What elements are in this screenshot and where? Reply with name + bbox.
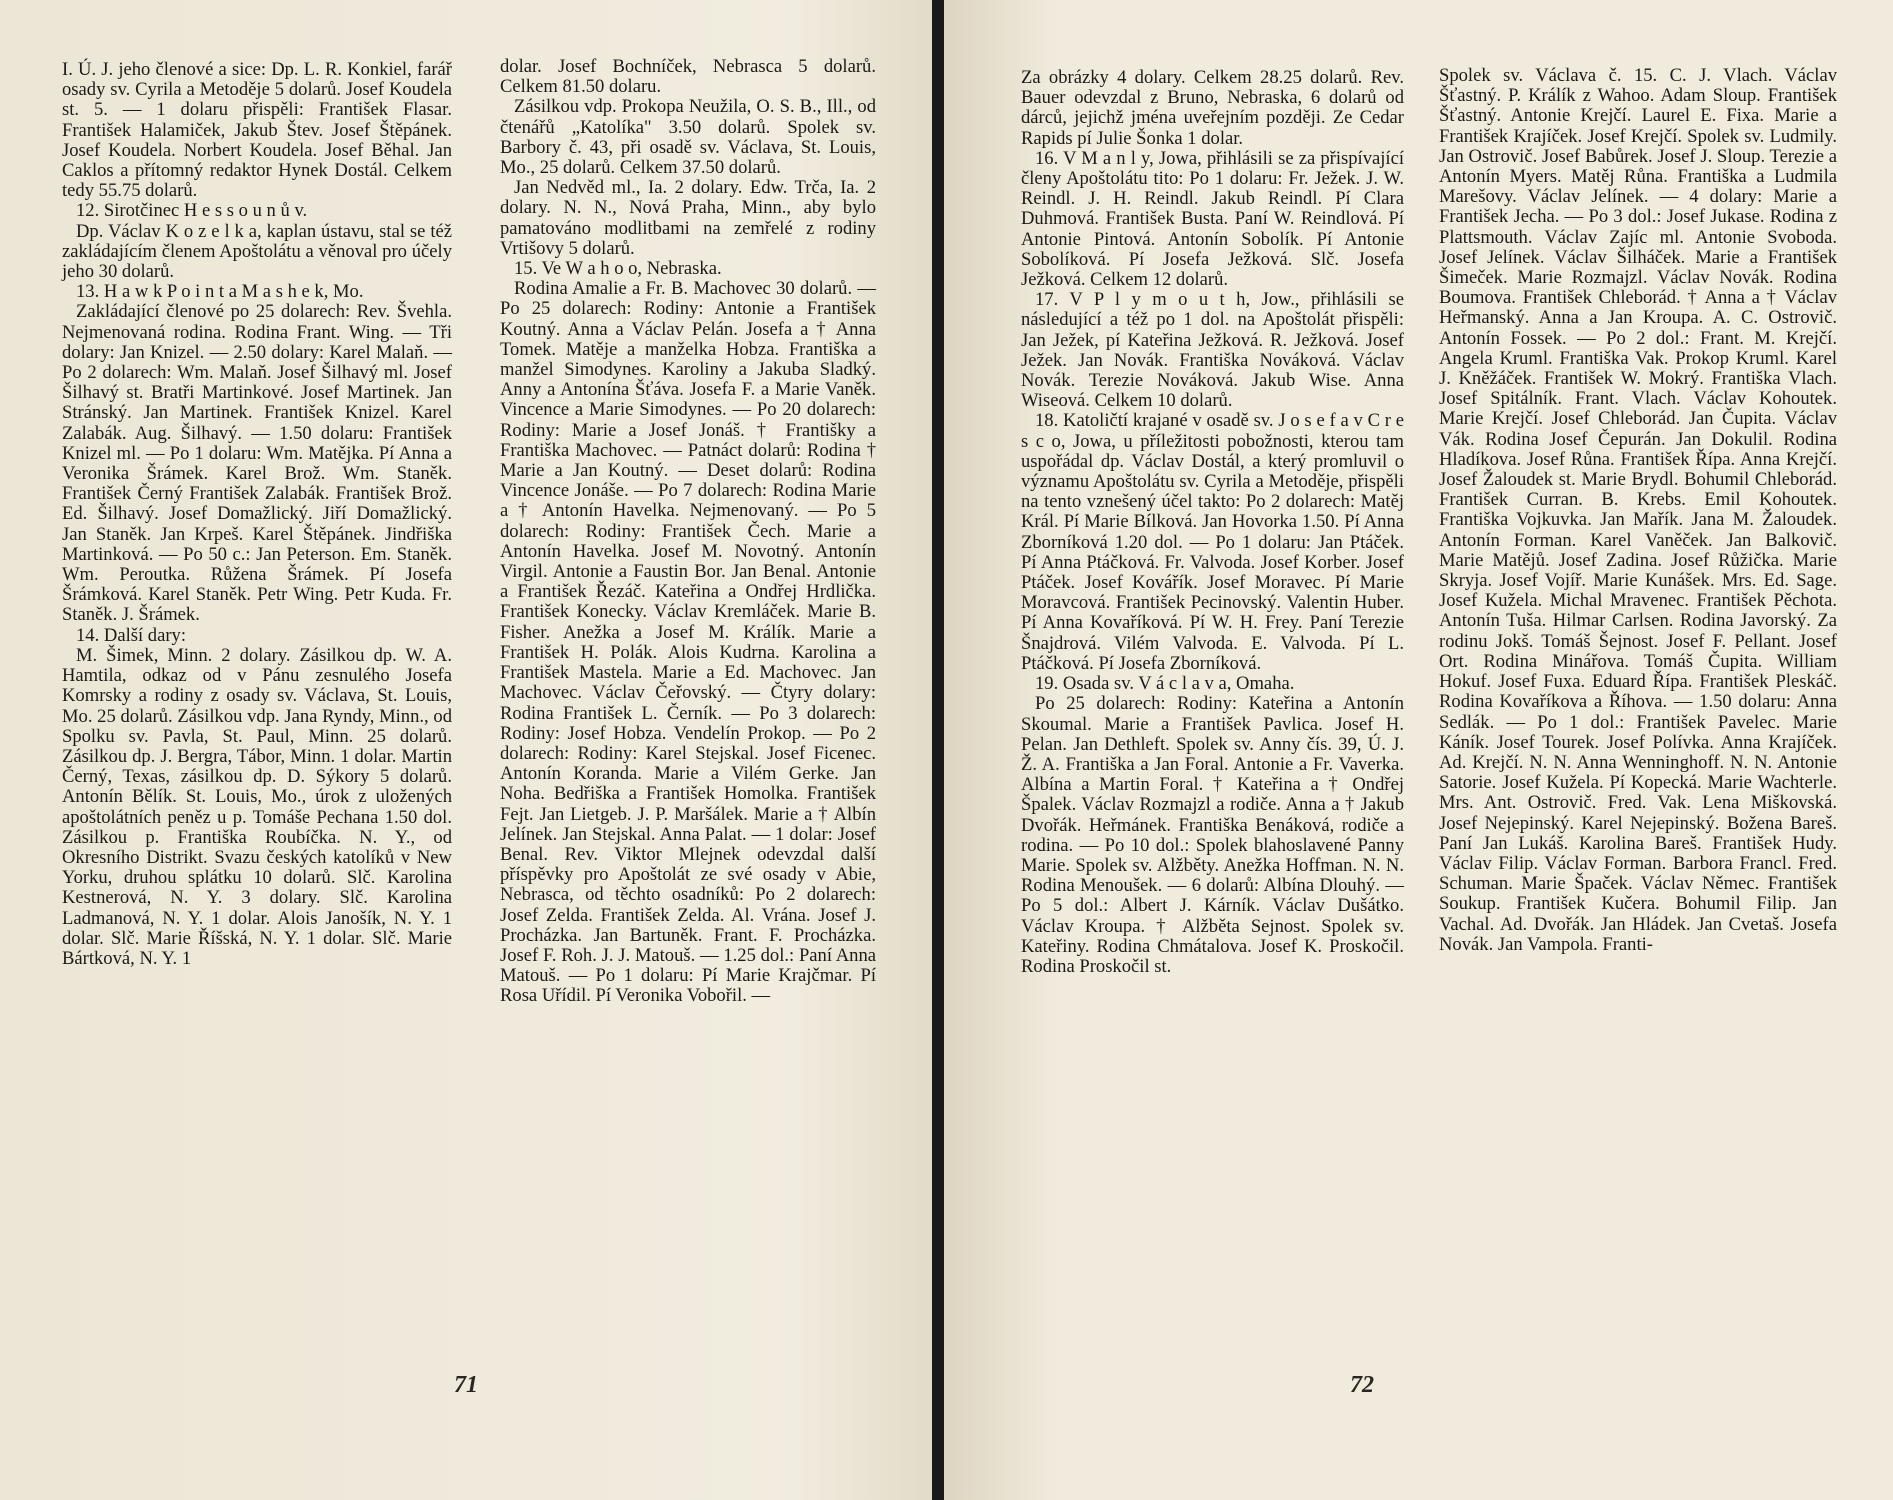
- paragraph: Dp. Václav K o z e l k a, kaplan ústavu, stal se též zakládajícím členem Apoštolátu a věnoval pro účely jeho 30 dolarů.: [62, 220, 452, 283]
- paragraph: M. Šimek, Minn. 2 dolary. Zásilkou dp. W. A. Hamtila, odkaz od v Pánu zesnulého Josefa Komrsky a rodiny z osady sv. Václava, St. Louis, Mo. 25 dolarů. Zásilkou vdp. Jana Ryndy, Minn., od Spolku sv. Pavla, St. Paul, Minn. 25 dolarů. Zásilkou dp. J. Bergra, Tábor, Minn. 1 dolar. Martin Černý, Texas, zásilkou dp. D. Sýkory 5 dolarů. Antonín Bělík. St. Louis, Mo., úrok z uložených apoštolátních peněz u p. Tomáše Pechana 1.50 dol. Zásilkou p. Františka Roubíčka. N. Y., od Okresního Distrikt. Svazu českých katolíků v New Yorku, druhou splátku 10 dolarů. Slč. Karolina Kestnerová, N. Y. 3 dolary. Slč. Karolina Ladmanová, N. Y. 1 dolar. Alois Janošík, N. Y. 1 dolar. Slč. Marie Říšská, N. Y. 1 dolar. Slč. Marie Bártková, N. Y. 1: [62, 644, 452, 969]
- paragraph: 16. V M a n l y, Jowa, přihlásili se za přispívající členy Apoštolátu tito: Po 1 dolaru: Fr. Ježek. J. W. Reindl. J. H. Reindl. Jakub Reindl. Pí Clara Duhmová. František Busta. Paní W. Reindlová. Pí Antonie Pintová. Antonín Sobolík. Pí Antonie Sobolíková. Pí Josefa Ježková. Slč. Josefa Ježková. Celkem 12 dolarů.: [1021, 147, 1404, 291]
- left-page-column-2: [500, 57, 876, 1007]
- right-page: [944, 0, 1893, 1500]
- gutter: [932, 0, 944, 1500]
- paragraph: I. Ú. J. jeho členové a sice: Dp. L. R. Konkiel, farář osady sv. Cyrila a Metoděje 5 dolarů. Josef Koudela st. 5. — 1 dolaru přispěli: František Flasar. František Halamiček, Jakub Štev. Josef Štěpánek. Josef Koudela. Norbert Koudela. Josef Běhal. Jan Caklos a přítomný redaktor Hynek Dostál. Celkem tedy 55.75 dolarů.: [62, 59, 452, 202]
- paragraph: Zakládající členové po 25 dolarech: Rev. Švehla. Nejmenovaná rodina. Rodina Frant. Wing. — Tři dolary: Jan Knizel. — 2.50 dolary: Karel Malaň. — Po 2 dolarech: Wm. Malaň. Josef Šilhavý ml. Josef Šilhavý st. Bratři Martinkové. Josef Martinek. Jan Stránský. Jan Martinek. František Knizel. Karel Zalabák. Aug. Šilhavý. — 1.50 dolaru: František Knizel ml. — Po 1 dolaru: Wm. Matějka. Pí Anna a Veronika Šrámek. Karel Brož. Wm. Staněk. František Černý František Zalabák. František Brož. Ed. Šilhavý. Josef Domažlický. Jiří Domažlický. Jan Staněk. Jan Krpeš. Karel Štěpánek. Jindřiška Martinková. — Po 50 c.: Jan Peterson. Em. Staněk. Wm. Peroutka. Růžena Šrámek. Pí Josefa Šrámková. Karel Staněk. Petr Wing. Petr Kuda. Fr. Staněk. J. Šrámek.: [62, 301, 452, 626]
- paragraph: 17. V P l y m o u t h, Jow., přihlásili se následující a též po 1 dol. na Apoštolát přispěli: Jan Ježek, pí Kateřina Ježková. R. Ježková. Josef Ježek. Jan Novák. Františka Nováková. Václav Novák. Terezie Nováková. Jakub Wise. Anna Wiseová. Celkem 10 dolarů.: [1021, 289, 1404, 412]
- page-number: 72: [1350, 1372, 1374, 1398]
- section-heading: 19. Osada sv. V á c l a v a, Omaha.: [1035, 673, 1295, 695]
- page-number: 71: [454, 1372, 478, 1398]
- paragraph: Za obrázky 4 dolary. Celkem 28.25 dolarů. Rev. Bauer odevzdal z Bruno, Nebraska, 6 dolarů od dárců, jejichž jména uveřejním později. Ze Cedar Rapids pí Julie Šonka 1 dolar.: [1021, 67, 1404, 149]
- paragraph: Rodina Amalie a Fr. B. Machovec 30 dolarů. — Po 25 dolarech: Rodiny: Antonie a František Koutný. Anna a Václav Pelán. Josefa a † Anna Tomek. Matěje a manželka Hobza. Františka a manžel Simodynes. Karoliny a Jakuba Sladký. Anny a Antonína Šťáva. Josefa F. a Marie Vaněk. Vincence a Marie Simodynes. — Po 20 dolarech: Rodiny: Marie a Josef Jonáš. † Františky a Františka Machovec. — Patnáct dolarů: Rodina † Marie a Jan Koutný. — Deset dolarů: Rodina Vincence Jonáše. — Po 7 dolarech: Rodina Marie a † Antonín Havelka. Nejmenovaný. — Po 5 dolarech: Rodiny: František Čech. Marie a Antonín Havelka. Josef M. Novotný. Antonín Virgil. Antonie a Faustin Bor. Jan Benal. Antonie a František Řezáč. Kateřina a Ondřej Hrdlička. František Konecky. Václav Kremláček. Marie B. Fisher. Anežka a Josef M. Králík. Marie a František H. Polák. Alois Kudrna. Karolina a František Mastela. Marie a Ed. Machovec. Jan Machovec. Václav Čeřovský. — Čtyry dolary: Rodina František L. Černík. — Po 3 dolarech: Rodiny: Josef Hobza. Vendelín Prokop. — Po 2 dolarech: Rodiny: Karel Stejskal. Josef Ficenec. Antonín Koranda. Marie a Vilém Gerke. Jan Noha. Bedřiška a František Homolka. František Fejt. Jan Lietgeb. J. P. Maršálek. Marie a † Albín Jelínek. Jan Stejskal. Anna Palat. — 1 dolar: Josef Benal. Rev. Viktor Mlejnek odevzdal další příspěvky pro Apoštolát ze své osady v Abie, Nebrasca, od těchto osadníků: Po 2 dolarech: Josef Zelda. František Zelda. Al. Vrána. Josef J. Procházka. Jan Bartuněk. Frant. F. Procházka. Josef F. Roh. J. J. Matouš. — 1.25 dol.: Paní Anna Matouš. — Po 1 dolaru: Pí Marie Krajčmar. Pí Rosa Uřídil. Pí Veronika Vobořil. —: [500, 278, 876, 1007]
- paragraph: Po 25 dolarech: Rodiny: Kateřina a Antonín Skoumal. Marie a František Pavlica. Josef H. Pelan. Jan Dethleft. Spolek sv. Anny čís. 39, Ú. J. Ž. A. Františka a Jan Foral. Antonie a Fr. Vaverka. Albína a Martin Foral. † Kateřina a † Ondřej Špalek. Václav Rozmajzl a rodiče. Anna a † Jakub Dvořák. Heřmánek. Františka Benáková, rodiče a rodina. — Po 10 dol.: Spolek blahoslavené Panny Marie. Spolek sv. Alžběty. Anežka Hoffman. N. N. Rodina Menoušek. — 6 dolarů: Albína Dlouhý. — Po 5 dol.: Albert J. Kárník. Václav Dušátko. Václav Kroupa. † Alžběta Sejnost. Spolek sv. Kateřiny. Rodina Chmátalova. Josef K. Proskočil. Rodina Proskočil st.: [1021, 693, 1404, 977]
- right-page-column-2: [1439, 66, 1837, 955]
- section-heading: 14. Další dary:: [76, 624, 186, 646]
- section-heading: 13. H a w k P o i n t a M a s h e k, Mo.: [76, 281, 364, 303]
- left-page-column-1: [62, 60, 452, 969]
- paragraph: Spolek sv. Václava č. 15. C. J. Vlach. Václav Šťastný. P. Králík z Wahoo. Adam Sloup. František Šťastný. Antonie Krejčí. Laurel E. Fixa. Marie a František Krajíček. Josef Krejčí. Spolek sv. Ludmily. Jan Ostrovič. Josef Babůrek. Josef J. Sloup. Terezie a Antonín Myers. Matěj Růna. Františka a Ludmila Marešovy. Václav Jelínek. — 4 dolary: Marie a František Jecha. — Po 3 dol.: Josef Jukase. Rodina z Plattsmouth. Václav Zajíc ml. Antonie Svoboda. Josef Jelínek. Václav Šilháček. Marie a František Šimeček. Marie Rozmajzl. Václav Novák. Rodina Boumova. František Chleborád. † Anna a † Václav Heřmanský. Anna a Jan Kroupa. A. C. Ostrovič. Antonín Fossek. — Po 2 dol.: Frant. M. Krejčí. Angela Kruml. Františka Vak. Prokop Kruml. Karel J. Kněžáček. František W. Mokrý. Františka Vlach. Josef Spitálník. Frant. Vlach. Václav Kohoutek. Marie Krejčí. Josef Chleborád. Jan Čupita. Václav Vák. Rodina Josef Čepurán. Jan Dokulil. Rodina Hladíkova. Josef Růna. František Řípa. Anna Krejčí. Josef Žaloudek st. Marie Brydl. Bohumil Chleborád. František Curran. B. Krebs. Emil Kohoutek. Františka Vojkuvka. Jan Mařík. Jana M. Žaloudek. Antonín Forman. Karel Vaněček. Jan Balkovič. Marie Matějů. Josef Zadina. Josef Růžička. Marie Skryja. Josef Vojíř. Marie Kunášek. Mrs. Ed. Sage. Josef Kužela. Michal Mravenec. František Pěchota. Antonín Tuša. Hilmar Carlsen. Rodina Javorský. Za rodinu Jokš. Tomáš Šejnost. Josef F. Pellant. Josef Ort. Rodina Minářova. Tomáš Čupita. William Hokuf. Josef Fuxa. Eduard Řípa. František Pleskáč. Rodina Kovaříkova a Říhova. — 1.50 dolaru: Anna Sedlák. — Po 1 dol.: František Pavelec. Marie Káník. Josef Tourek. Josef Polívka. Anna Krajíček. Ad. Krejčí. N. N. Anna Wenninghoff. N. N. Antonie Satorie. Josef Kužela. Pí Kopecká. Marie Wachterle. Mrs. Ant. Ostrovič. Fred. Vak. Lena Miškovská. Josef Nejepinský. Karel Nejepinský. Božena Bareš. Paní Jan Lukáš. Karolina Bareš. František Hudy. Václav Filip. Václav Forman. Barbora Francl. Fred. Schuman. Marie Špaček. Václav Němec. František Soukup. František Kučera. Bohumil Filip. Jan Vachal. Ad. Dvořák. Jan Hládek. Jan Cvetaš. Josefa Novák. Jan Vampola. Franti-: [1439, 65, 1837, 955]
- paragraph: Zásilkou vdp. Prokopa Neužila, O. S. B., Ill., od čtenářů „Katolíka" 3.50 dolarů. Spolek sv. Barbory č. 43, při osadě sv. Václava, St. Louis, Mo., 25 dolarů. Celkem 37.50 dolarů.: [500, 96, 876, 179]
- section-heading: 12. Sirotčinec H e s s o u n ů v.: [76, 200, 308, 222]
- paragraph: dolar. Josef Bochníček, Nebrasca 5 dolarů. Celkem 81.50 dolaru.: [500, 56, 876, 98]
- section-heading: 15. Ve W a h o o, Nebraska.: [514, 258, 722, 280]
- left-page: [0, 0, 932, 1500]
- paragraph: 18. Katoličtí krajané v osadě sv. J o s e f a v C r e s c o, Jowa, u příležitosti pobožnosti, kterou tam uspořádal dp. Václav Dostál, a který promluvil o významu Apoštolátu sv. Cyrila a Metoděje, přispěli na tento vznešený účel takto: Po 2 dolarech: Matěj Král. Pí Marie Bílková. Jan Hovorka 1.50. Pí Anna Zborníková 1.20 dol. — Po 1 dolaru: Jan Ptáček. Pí Anna Ptáčková. Fr. Valvoda. Josef Korber. Josef Ptáček. Josef Kovářík. Josef Moravec. Pí Marie Moravcová. František Pecinovský. Valentin Huber. Pí Anna Kovaříková. Pí W. H. Frey. Paní Terezie Šnajdrová. Vilém Valvoda. E. Valvoda. Pí L. Ptáčková. Pí Josefa Zborníková.: [1021, 410, 1404, 674]
- right-page-column-1: [1021, 68, 1404, 977]
- paragraph: Jan Nedvěd ml., Ia. 2 dolary. Edw. Trča, Ia. 2 dolary. N. N., Nová Praha, Minn., aby bylo pamatováno modlitbami na zemřelé z rodiny Vrtišovy 5 dolarů.: [500, 177, 876, 259]
